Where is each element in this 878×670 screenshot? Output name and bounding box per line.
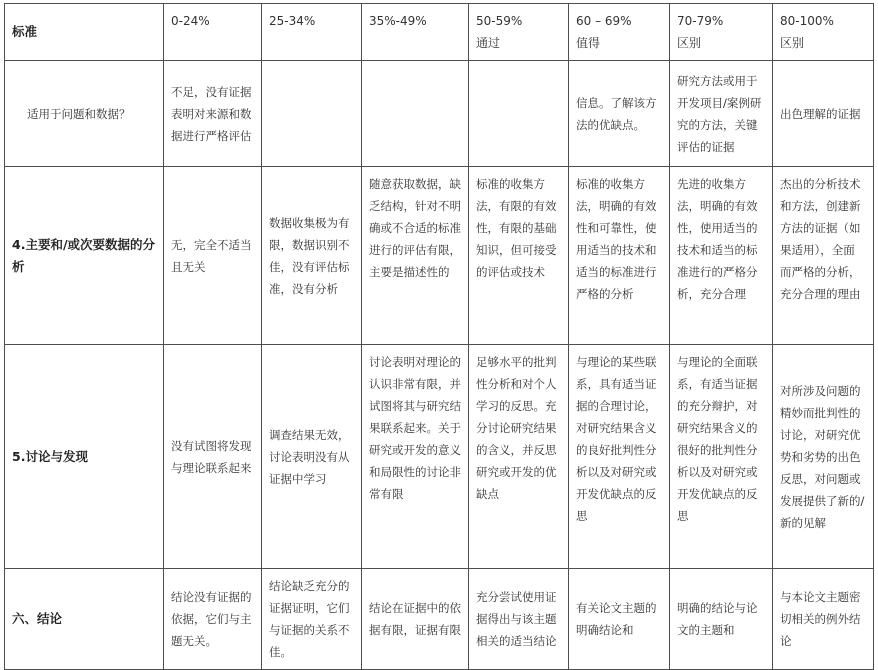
band-note: 通过 (476, 36, 501, 50)
criterion-label: 5.讨论与发现 (5, 345, 164, 569)
header-row (5, 4, 874, 61)
rubric-row-discussion (5, 345, 874, 569)
rubric-cell: 没有试图将发现与理论联系起来 (164, 345, 262, 569)
rubric-cell: 与理论的某些联系，具有适当证据的合理讨论，对研究结果含义的良好批判性分析以及对研究或开发优缺点的反思 (569, 345, 670, 569)
rubric-cell: 不足，没有证据表明对来源和数据进行严格评估 (164, 61, 262, 167)
band-header: 70-79% 区别 (670, 4, 773, 61)
band-note: 区别 (780, 36, 805, 50)
rubric-cell: 标准的收集方法，明确的有效性和可靠性，使用适当的技术和适当的标准进行严格的分析 (569, 167, 670, 345)
rubric-cell: 足够水平的批判性分析和对个人学习的反思。充分讨论研究结果的含义，并反思研究或开发的优缺点 (469, 345, 569, 569)
rubric-cell: 无，完全不适当且无关 (164, 167, 262, 345)
criteria-header: 标准 (5, 4, 164, 61)
rubric-cell (262, 61, 362, 167)
band-header: 0-24% (164, 4, 262, 61)
rubric-cell: 随意获取数据，缺乏结构，针对不明确或不合适的标准进行的评估有限，主要是描述性的 (362, 167, 469, 345)
criterion-label: 4.主要和/或次要数据的分析 (5, 167, 164, 345)
rubric-cell: 对所涉及问题的精妙而批判性的讨论，对研究优势和劣势的出色反思，对问题或发展提供了新的/新的见解 (773, 345, 874, 569)
rubric-cell: 信息。了解该方法的优缺点。 (569, 61, 670, 167)
rubric-cell: 出色理解的证据 (773, 61, 874, 167)
rubric-cell: 与理论的全面联系，有适当证据的充分辩护，对研究结果含义的很好的批判性分析以及对研究或开发优缺点的反思 (670, 345, 773, 569)
rubric-row-conclusion (5, 569, 874, 670)
rubric-cell: 明确的结论与论文的主题和 (670, 569, 773, 670)
rubric-cell (362, 61, 469, 167)
band-note: 值得 (576, 36, 601, 50)
rubric-row-data-analysis (5, 167, 874, 345)
rubric-cell: 讨论表明对理论的认识非常有限，并试图将其与研究结果联系起来。关于研究或开发的意义和局限性的讨论非常有限 (362, 345, 469, 569)
band-header: 50-59% 通过 (469, 4, 569, 61)
rubric-cell: 研究方法或用于开发项目/案例研究的方法，关键评估的证据 (670, 61, 773, 167)
band-note: 区别 (677, 36, 702, 50)
rubric-cell: 与本论文主题密切相关的例外结论 (773, 569, 874, 670)
rubric-cell: 有关论文主题的明确结论和 (569, 569, 670, 670)
rubric-cell (469, 61, 569, 167)
band-header: 35%-49% (362, 4, 469, 61)
rubric-row-applicability (5, 61, 874, 167)
criterion-label: 六、结论 (5, 569, 164, 670)
rubric-cell: 结论在证据中的依据有限，证据有限 (362, 569, 469, 670)
criterion-label: 适用于问题和数据？ (5, 61, 164, 167)
rubric-cell: 数据收集极为有限，数据识别不佳，没有评估标准，没有分析 (262, 167, 362, 345)
grading-rubric-table (4, 3, 874, 670)
rubric-cell: 杰出的分析技术和方法，创建新方法的证据（如果适用），全面而严格的分析，充分合理的理由 (773, 167, 874, 345)
rubric-cell: 结论缺乏充分的证据证明，它们与证据的关系不佳。 (262, 569, 362, 670)
rubric-cell: 标准的收集方法，有限的有效性，有限的基础知识，但可接受的评估或技术 (469, 167, 569, 345)
band-header: 80-100% 区别 (773, 4, 874, 61)
rubric-cell: 调查结果无效，讨论表明没有从证据中学习 (262, 345, 362, 569)
rubric-cell: 充分尝试使用证据得出与该主题相关的适当结论 (469, 569, 569, 670)
band-header: 60 – 69% 值得 (569, 4, 670, 61)
rubric-cell: 先进的收集方法，明确的有效性，使用适当的技术和适当的标准进行的严格分析，充分合理 (670, 167, 773, 345)
band-header: 25-34% (262, 4, 362, 61)
rubric-cell: 结论没有证据的依据，它们与主题无关。 (164, 569, 262, 670)
